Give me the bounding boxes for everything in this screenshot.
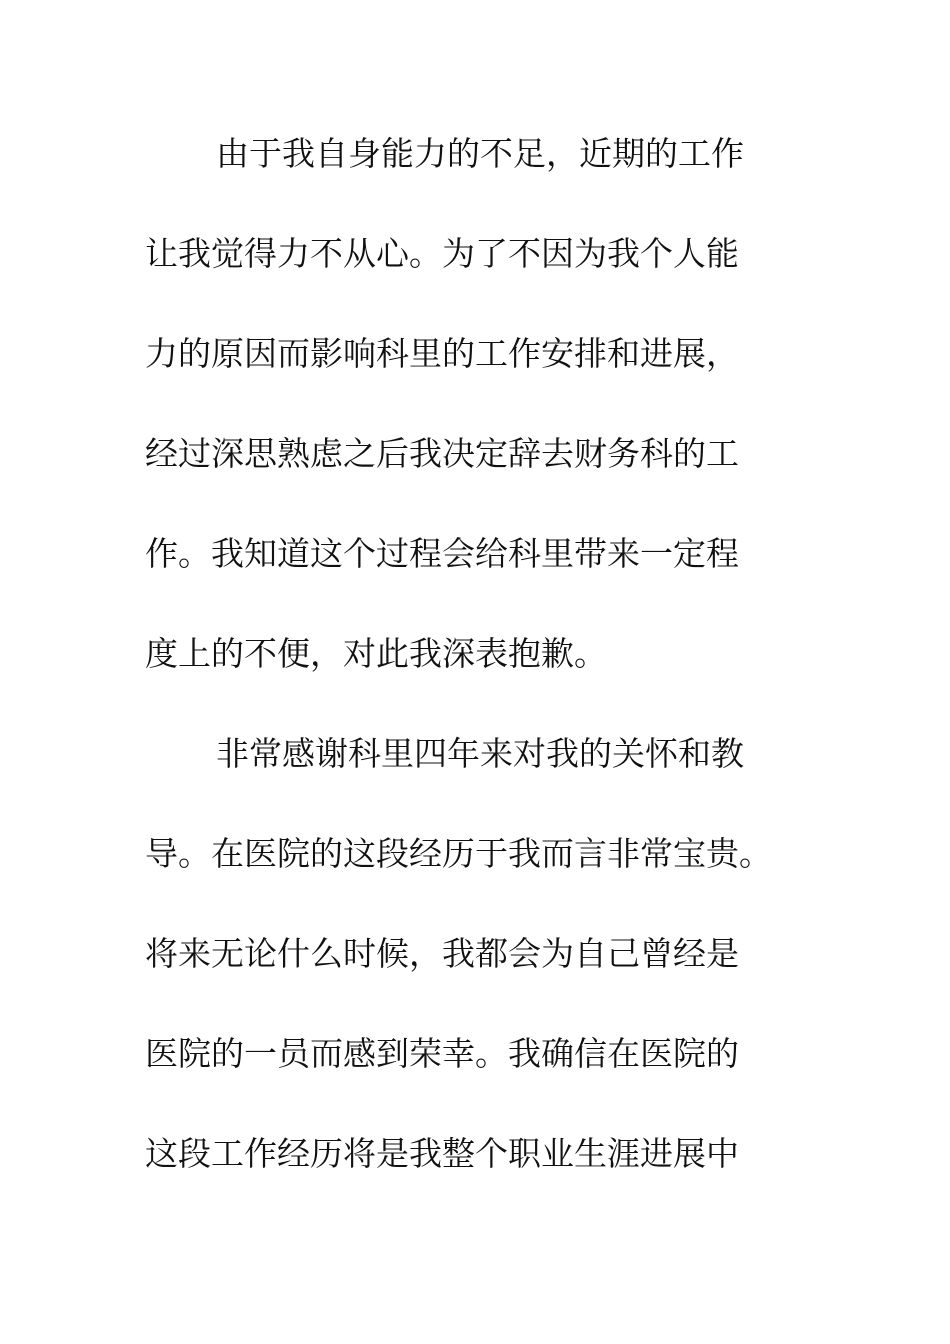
paragraph-1-line-5: 作。我知道这个过程会给科里带来一定程 [145,534,739,573]
paragraph-2-line-5: 这段工作经历将是我整个职业生涯进展中 [145,1134,739,1173]
paragraph-2-line-1: 非常感谢科里四年来对我的关怀和教 [216,734,744,773]
paragraph-1-line-3: 力的原因而影响科里的工作安排和进展， [145,334,739,373]
paragraph-2-line-4: 医院的一员而感到荣幸。我确信在医院的 [145,1034,739,1073]
paragraph-1-line-6: 度上的不便，对此我深表抱歉。 [145,634,607,673]
paragraph-1-line-2: 让我觉得力不从心。为了不因为我个人能 [145,234,739,273]
paragraph-2-line-2: 导。在医院的这段经历于我而言非常宝贵。 [145,834,772,873]
paragraph-1-line-1: 由于我自身能力的不足，近期的工作 [216,134,744,173]
paragraph-1-line-4: 经过深思熟虑之后我决定辞去财务科的工 [145,434,739,473]
paragraph-2-line-3: 将来无论什么时候，我都会为自己曾经是 [145,934,739,973]
